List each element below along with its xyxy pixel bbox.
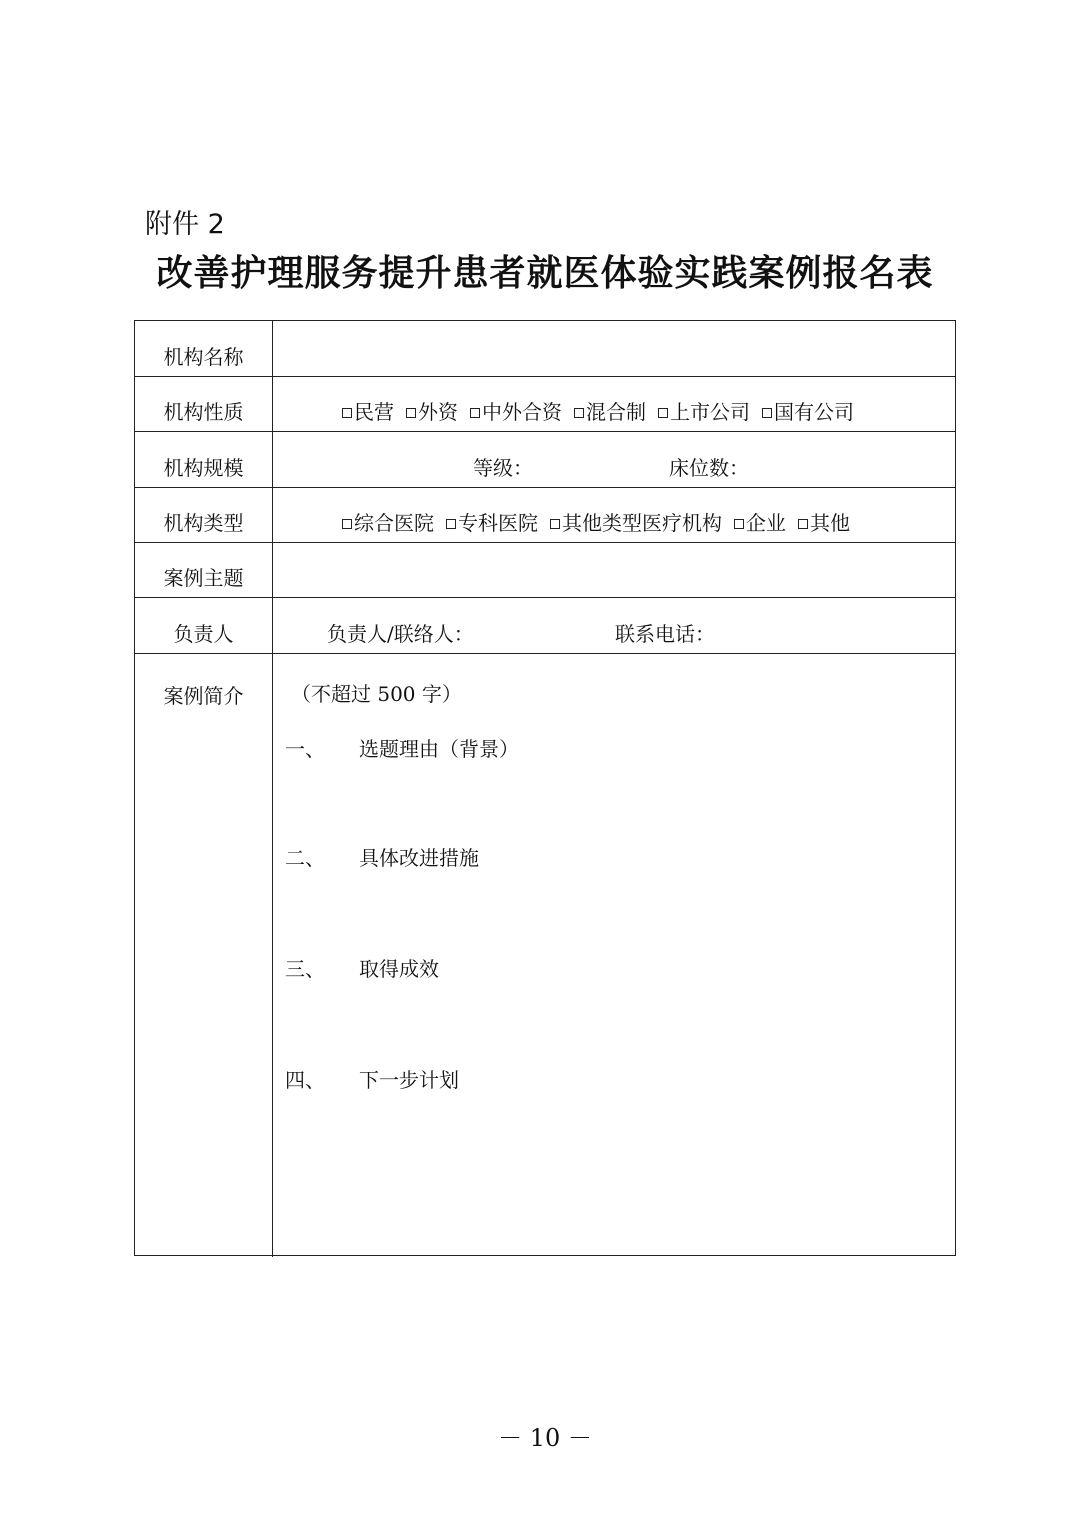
nature-option-private[interactable]: 民营 bbox=[342, 396, 394, 425]
section-background: 一、 选题理由（背景） bbox=[285, 737, 519, 761]
checkbox-icon[interactable] bbox=[342, 408, 352, 418]
org-nature-field bbox=[273, 377, 955, 431]
person-in-charge-label: 负责人 bbox=[135, 598, 273, 653]
type-option-other-medical[interactable]: 其他类型医疗机构 bbox=[550, 507, 722, 536]
section-improvements: 二、 具体改进措施 bbox=[285, 846, 479, 870]
org-type-field bbox=[273, 488, 955, 542]
org-name-label: 机构名称 bbox=[135, 321, 273, 376]
checkbox-icon[interactable] bbox=[342, 519, 352, 529]
row-case-intro bbox=[135, 654, 955, 1257]
checkbox-icon[interactable] bbox=[762, 408, 772, 418]
word-limit-note: （不超过 500 字） bbox=[291, 682, 462, 706]
nature-option-mixed[interactable]: 混合制 bbox=[574, 396, 646, 425]
contact-label: 负责人/联络人： bbox=[327, 622, 474, 646]
case-topic-field[interactable] bbox=[273, 543, 955, 597]
beds-label: 床位数： bbox=[669, 456, 749, 480]
checkbox-icon[interactable] bbox=[470, 408, 480, 418]
section-results: 三、 取得成效 bbox=[285, 957, 439, 981]
case-intro-field[interactable] bbox=[273, 654, 955, 1257]
org-nature-label: 机构性质 bbox=[135, 377, 273, 431]
type-option-general-hospital[interactable]: 综合医院 bbox=[342, 507, 434, 536]
row-org-scale bbox=[135, 432, 955, 488]
type-option-enterprise[interactable]: 企业 bbox=[734, 507, 786, 536]
checkbox-icon[interactable] bbox=[406, 408, 416, 418]
org-name-field[interactable] bbox=[273, 321, 955, 376]
row-person-in-charge bbox=[135, 598, 955, 654]
type-option-specialty-hospital[interactable]: 专科医院 bbox=[446, 507, 538, 536]
checkbox-icon[interactable] bbox=[658, 408, 668, 418]
page-number: － 10 － bbox=[498, 1424, 592, 1452]
checkbox-icon[interactable] bbox=[446, 519, 456, 529]
nature-option-foreign[interactable]: 外资 bbox=[406, 396, 458, 425]
phone-label: 联系电话： bbox=[615, 622, 715, 646]
nature-option-listed[interactable]: 上市公司 bbox=[658, 396, 750, 425]
section-next-plan: 四、 下一步计划 bbox=[285, 1068, 459, 1092]
checkbox-icon[interactable] bbox=[734, 519, 744, 529]
grade-label: 等级： bbox=[473, 456, 533, 480]
org-scale-label: 机构规模 bbox=[135, 432, 273, 487]
type-option-other[interactable]: 其他 bbox=[798, 507, 850, 536]
attachment-label: 附件 2 bbox=[145, 209, 225, 240]
case-topic-label: 案例主题 bbox=[135, 543, 273, 597]
org-type-label: 机构类型 bbox=[135, 488, 273, 542]
row-org-nature bbox=[135, 377, 955, 432]
checkbox-icon[interactable] bbox=[550, 519, 560, 529]
row-org-name bbox=[135, 321, 955, 377]
nature-option-state-owned[interactable]: 国有公司 bbox=[762, 396, 854, 425]
org-scale-field bbox=[273, 432, 955, 487]
row-org-type bbox=[135, 488, 955, 543]
checkbox-icon[interactable] bbox=[574, 408, 584, 418]
person-in-charge-field bbox=[273, 598, 955, 653]
form-title: 改善护理服务提升患者就医体验实践案例报名表 bbox=[156, 253, 934, 294]
nature-option-joint-venture[interactable]: 中外合资 bbox=[470, 396, 562, 425]
registration-form bbox=[134, 320, 956, 1256]
checkbox-icon[interactable] bbox=[798, 519, 808, 529]
row-case-topic bbox=[135, 543, 955, 598]
case-intro-label: 案例简介 bbox=[135, 654, 273, 1257]
